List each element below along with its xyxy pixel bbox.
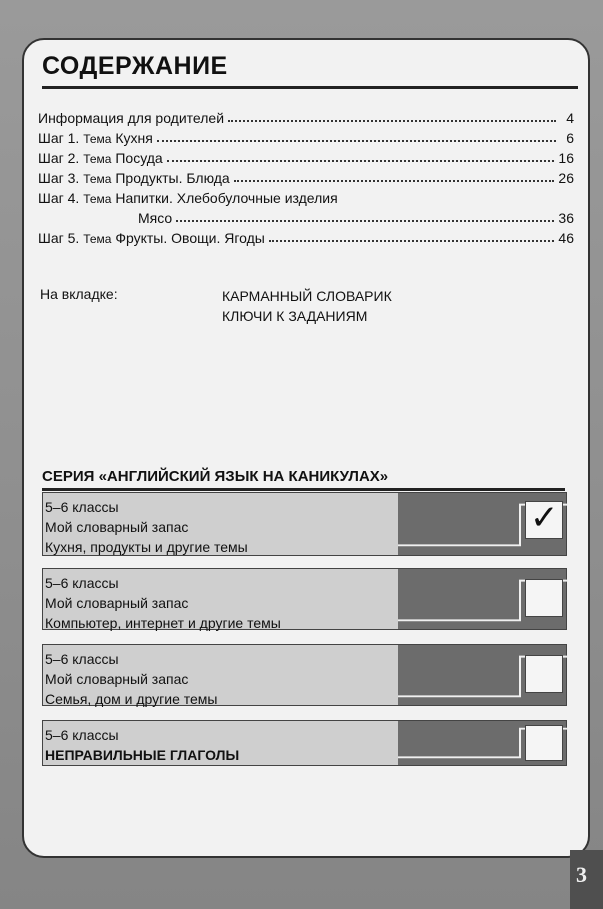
toc-entry-step-2[interactable] [38,146,574,166]
toc-entry-label [38,130,153,146]
toc-entry-page: 6 [566,130,574,146]
dot-leader [234,180,555,182]
dot-leader [228,120,556,122]
dot-leader [269,240,555,242]
toc-entry-page: 46 [558,230,574,246]
toc-step: Шаг 1. [38,130,80,146]
toc-topic: Фрукты. Овощи. Ягоды [115,230,265,246]
toc-entry-step-4-continued[interactable] [38,206,574,226]
toc-entry-label: Информация для родителей [38,110,225,126]
dot-leader [157,140,556,142]
book-checkbox-irregular-verbs[interactable] [525,725,563,761]
table-of-contents [38,106,574,246]
book-grade: 5–6 классы [45,499,119,515]
toc-entry-label: Мясо [138,210,173,226]
toc-topic: Продукты. Блюда [115,170,230,186]
toc-topic: Напитки. Хлебобулочные изделия [115,190,338,206]
toc-topic-keyword: Тема [83,232,112,246]
insert-item-answer-keys: КЛЮЧИ К ЗАДАНИЯМ [222,308,368,324]
dot-leader [176,220,554,222]
toc-entry-label [38,230,265,246]
toc-entry-label [38,190,338,206]
book-line-2: Мой словарный запас [45,671,189,687]
insert-item-dictionary: КАРМАННЫЙ СЛОВАРИК [222,288,392,304]
book-line-3: Кухня, продукты и другие темы [45,539,248,555]
dot-leader [167,160,555,162]
toc-entry-page: 36 [558,210,574,226]
series-title: СЕРИЯ «АНГЛИЙСКИЙ ЯЗЫК НА КАНИКУЛАХ» [42,468,389,485]
book-info [43,493,398,555]
book-grade: 5–6 классы [45,651,119,667]
insert-label: На вкладке: [40,286,118,302]
page-number: 3 [576,862,587,887]
toc-topic: Посуда [115,150,163,166]
toc-step: Шаг 2. [38,150,80,166]
toc-entry-label [38,170,230,186]
toc-entry-parents[interactable] [38,106,574,126]
book-info [43,645,398,705]
toc-entry-label [38,150,163,166]
book-panel-family [42,644,567,706]
toc-topic-keyword: Тема [83,192,112,206]
title-underline [42,86,578,89]
book-info [43,569,398,629]
toc-topic-keyword: Тема [83,152,112,166]
series-underline [42,488,565,491]
toc-entry-step-5[interactable] [38,226,574,246]
toc-topic-keyword: Тема [83,172,112,186]
toc-step: Шаг 5. [38,230,80,246]
book-line-2: НЕПРАВИЛЬНЫЕ ГЛАГОЛЫ [45,747,240,763]
page-title: СОДЕРЖАНИЕ [42,52,228,80]
book-checkbox-computer[interactable] [525,579,563,617]
book-checkbox-kitchen[interactable] [525,498,563,539]
book-grade: 5–6 классы [45,727,119,743]
toc-step: Шаг 3. [38,170,80,186]
toc-entry-page: 26 [558,170,574,186]
toc-topic-keyword: Тема [83,132,112,146]
toc-step: Шаг 4. [38,190,80,206]
book-line-2: Мой словарный запас [45,595,189,611]
book-line-2: Мой словарный запас [45,519,189,535]
book-panel-kitchen [42,492,567,556]
toc-entry-step-3[interactable] [38,166,574,186]
toc-entry-page: 4 [566,110,574,126]
checkmark-icon: ✓ [530,498,559,538]
book-info [43,721,398,765]
book-checkbox-family[interactable] [525,655,563,693]
book-line-3: Семья, дом и другие темы [45,691,218,707]
toc-entry-step-4[interactable] [38,186,574,206]
book-panel-computer [42,568,567,630]
book-grade: 5–6 классы [45,575,119,591]
book-line-3: Компьютер, интернет и другие темы [45,615,281,631]
book-panel-irregular-verbs [42,720,567,766]
toc-entry-page: 16 [558,150,574,166]
insert-items [222,286,392,326]
toc-entry-step-1[interactable] [38,126,574,146]
toc-topic: Кухня [115,130,153,146]
